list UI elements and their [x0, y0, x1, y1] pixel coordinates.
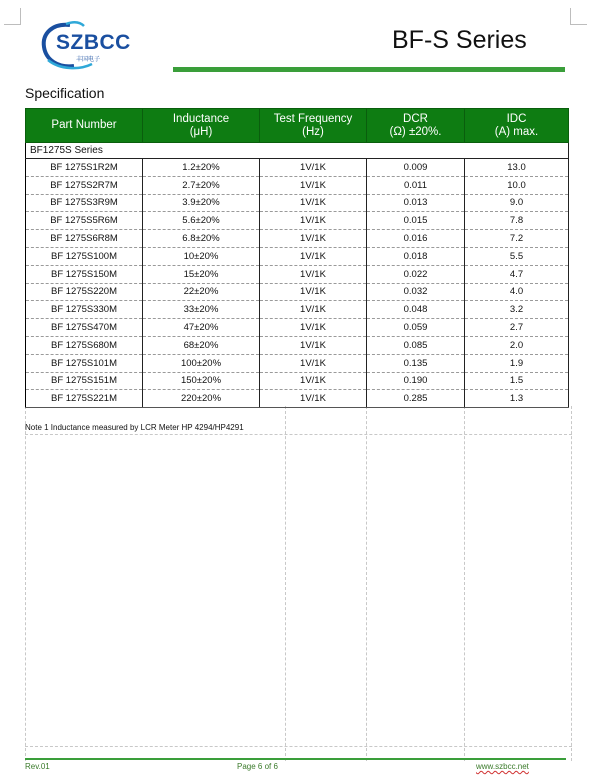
inductance-cell: 150±20%: [143, 372, 260, 390]
column-header-dcr: DCR (Ω) ±20%.: [367, 109, 465, 143]
part-number-cell: BF 1275S470M: [26, 319, 143, 337]
part-number-cell: BF 1275S1R2M: [26, 159, 143, 177]
table-row: [26, 159, 569, 177]
series-title: BF-S Series: [392, 26, 527, 54]
column-header-part-number: Part Number: [26, 109, 143, 143]
column-header-idc: IDC (A) max.: [465, 109, 569, 143]
table-row: [26, 354, 569, 372]
inductance-cell: 6.8±20%: [143, 230, 260, 248]
part-number-cell: BF 1275S100M: [26, 247, 143, 265]
footer-page-number: Page 6 of 6: [237, 762, 278, 771]
table-row: [26, 194, 569, 212]
test-frequency-cell: 1V/1K: [260, 176, 367, 194]
dcr-cell: 0.013: [367, 194, 465, 212]
inductance-cell: 33±20%: [143, 301, 260, 319]
company-logo: [40, 20, 140, 72]
idc-cell: 5.5: [465, 247, 569, 265]
table-row: [26, 265, 569, 283]
guide-line: [464, 406, 465, 761]
dcr-cell: 0.190: [367, 372, 465, 390]
test-frequency-cell: 1V/1K: [260, 230, 367, 248]
table-row: [26, 390, 569, 408]
idc-cell: 4.7: [465, 265, 569, 283]
test-frequency-cell: 1V/1K: [260, 212, 367, 230]
part-number-cell: BF 1275S6R8M: [26, 230, 143, 248]
test-frequency-cell: 1V/1K: [260, 390, 367, 408]
table-row: [26, 372, 569, 390]
idc-cell: 1.5: [465, 372, 569, 390]
test-frequency-cell: 1V/1K: [260, 372, 367, 390]
section-title: Specification: [25, 85, 105, 101]
series-group-row: [26, 143, 569, 159]
inductance-cell: 2.7±20%: [143, 176, 260, 194]
dcr-cell: 0.015: [367, 212, 465, 230]
dcr-cell: 0.022: [367, 265, 465, 283]
dcr-cell: 0.018: [367, 247, 465, 265]
inductance-cell: 47±20%: [143, 319, 260, 337]
inductance-cell: 10±20%: [143, 247, 260, 265]
guide-line: [25, 406, 26, 761]
dcr-cell: 0.285: [367, 390, 465, 408]
idc-cell: 9.0: [465, 194, 569, 212]
column-header-inductance: Inductance (μH): [143, 109, 260, 143]
idc-cell: 2.7: [465, 319, 569, 337]
table-row: [26, 301, 569, 319]
footer-divider: [25, 758, 566, 760]
part-number-cell: BF 1275S221M: [26, 390, 143, 408]
test-frequency-cell: 1V/1K: [260, 247, 367, 265]
idc-cell: 3.2: [465, 301, 569, 319]
table-row: [26, 230, 569, 248]
crop-mark-top-left: [4, 8, 21, 25]
guide-line: [285, 406, 286, 761]
test-frequency-cell: 1V/1K: [260, 283, 367, 301]
dcr-cell: 0.048: [367, 301, 465, 319]
table-row: [26, 336, 569, 354]
test-frequency-cell: 1V/1K: [260, 336, 367, 354]
idc-cell: 1.9: [465, 354, 569, 372]
idc-cell: 10.0: [465, 176, 569, 194]
column-header-test-frequency: Test Frequency (Hz): [260, 109, 367, 143]
test-frequency-cell: 1V/1K: [260, 301, 367, 319]
table-row: [26, 283, 569, 301]
logo-subtext: 丰国电子: [76, 56, 101, 63]
table-row: [26, 247, 569, 265]
inductance-cell: 100±20%: [143, 354, 260, 372]
inductance-cell: 22±20%: [143, 283, 260, 301]
inductance-cell: 220±20%: [143, 390, 260, 408]
inductance-cell: 15±20%: [143, 265, 260, 283]
inductance-cell: 68±20%: [143, 336, 260, 354]
test-frequency-cell: 1V/1K: [260, 319, 367, 337]
part-number-cell: BF 1275S151M: [26, 372, 143, 390]
part-number-cell: BF 1275S330M: [26, 301, 143, 319]
test-frequency-cell: 1V/1K: [260, 354, 367, 372]
idc-cell: 7.2: [465, 230, 569, 248]
dcr-cell: 0.011: [367, 176, 465, 194]
part-number-cell: BF 1275S150M: [26, 265, 143, 283]
dcr-cell: 0.016: [367, 230, 465, 248]
guide-line: [25, 434, 572, 435]
idc-cell: 1.3: [465, 390, 569, 408]
specification-table: [25, 108, 569, 408]
dcr-cell: 0.009: [367, 159, 465, 177]
dcr-cell: 0.135: [367, 354, 465, 372]
crop-mark-top-right: [570, 8, 587, 25]
inductance-cell: 1.2±20%: [143, 159, 260, 177]
part-number-cell: BF 1275S2R7M: [26, 176, 143, 194]
idc-cell: 4.0: [465, 283, 569, 301]
inductance-cell: 5.6±20%: [143, 212, 260, 230]
guide-line: [25, 746, 572, 747]
table-header-row: [26, 109, 569, 143]
part-number-cell: BF 1275S101M: [26, 354, 143, 372]
logo-text: SZBCC: [56, 31, 131, 54]
measurement-note: Note 1 Inductance measured by LCR Meter HP 4294/HP4291: [25, 423, 244, 432]
inductance-cell: 3.9±20%: [143, 194, 260, 212]
part-number-cell: BF 1275S5R6M: [26, 212, 143, 230]
test-frequency-cell: 1V/1K: [260, 194, 367, 212]
part-number-cell: BF 1275S680M: [26, 336, 143, 354]
guide-line: [366, 406, 367, 761]
dcr-cell: 0.085: [367, 336, 465, 354]
footer-revision: Rev.01: [25, 762, 50, 771]
test-frequency-cell: 1V/1K: [260, 265, 367, 283]
dcr-cell: 0.032: [367, 283, 465, 301]
part-number-cell: BF 1275S220M: [26, 283, 143, 301]
idc-cell: 7.8: [465, 212, 569, 230]
idc-cell: 2.0: [465, 336, 569, 354]
table-row: [26, 176, 569, 194]
test-frequency-cell: 1V/1K: [260, 159, 367, 177]
idc-cell: 13.0: [465, 159, 569, 177]
series-group-label: BF1275S Series: [26, 143, 569, 159]
footer-website-link[interactable]: www.szbcc.net: [476, 762, 529, 771]
dcr-cell: 0.059: [367, 319, 465, 337]
table-row: [26, 319, 569, 337]
part-number-cell: BF 1275S3R9M: [26, 194, 143, 212]
table-row: [26, 212, 569, 230]
guide-line: [571, 406, 572, 761]
header-accent-bar: [173, 67, 565, 72]
